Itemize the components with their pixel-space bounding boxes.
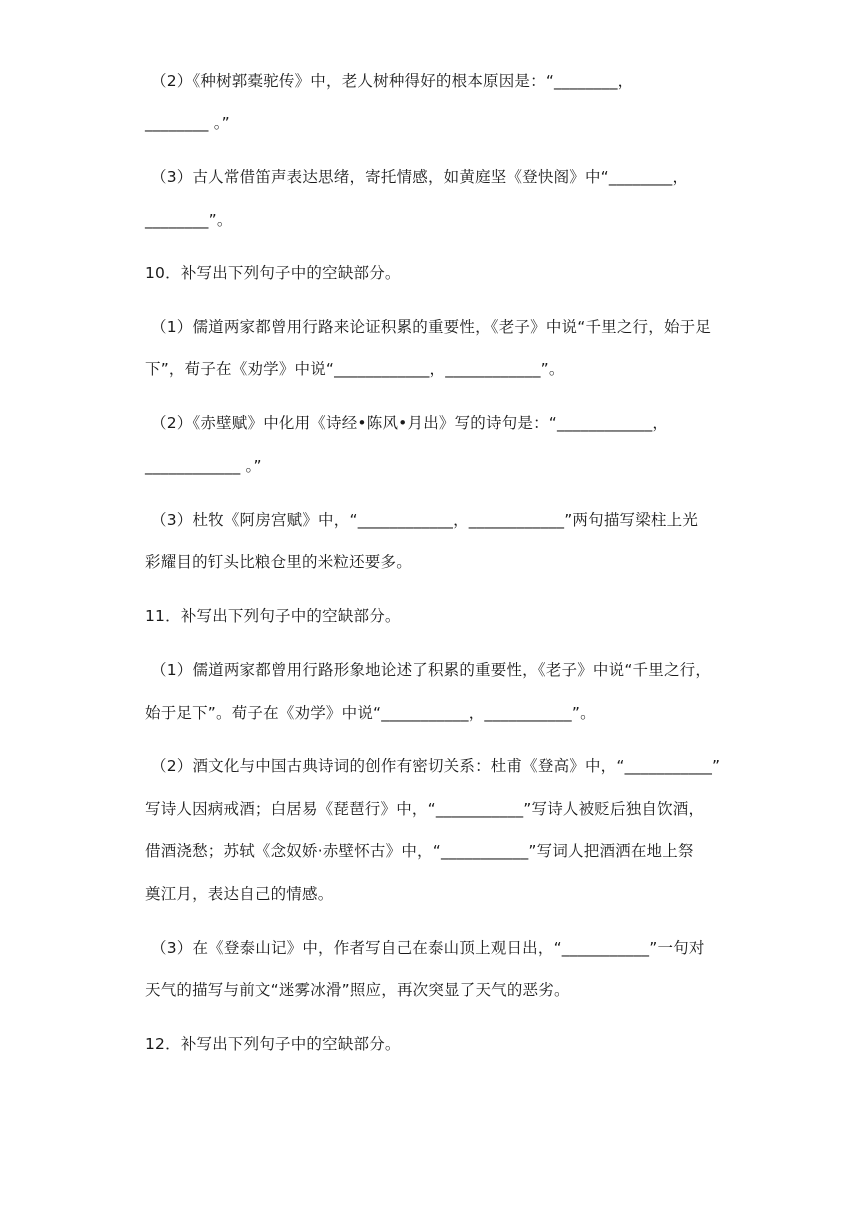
q11-item1-line1: （1）儒道两家都曾用行路形象地论述了积累的重要性，《老子》中说“千里之行， — [151, 661, 712, 679]
q11-item2-line4: 奠江月，表达自己的情感。 — [145, 885, 334, 903]
q9-item2-line1: （2）《种树郭橐驼传》中，老人树种得好的根本原因是：“________， — [151, 72, 634, 90]
q10-item3-line1: （3）杜牧《阿房宫赋》中，“____________，____________”两句描写梁柱上光 — [151, 511, 699, 529]
q11-item2-line3: 借酒浇愁；苏轼《念奴娇·赤壁怀古》中，“___________”写词人把酒洒在地上祭 — [145, 842, 694, 860]
q12-heading: 12．补写出下列句子中的空缺部分。 — [145, 1035, 401, 1053]
q10-item1-line1: （1）儒道两家都曾用行路来论证积累的重要性，《老子》中说“千里之行，始于足 — [151, 318, 712, 336]
q11-item2-line1: （2）酒文化与中国古典诗词的创作有密切关系：杜甫《登高》中，“___________” — [151, 757, 721, 775]
q9-item2-line2: ________ 。” — [145, 114, 230, 132]
q10-item3-line2: 彩耀目的钉头比粮仓里的米粒还要多。 — [145, 553, 412, 571]
q9-item3-line2: ________”。 — [145, 211, 233, 229]
q11-heading: 11．补写出下列句子中的空缺部分。 — [145, 607, 401, 625]
q11-item3-line1: （3）在《登泰山记》中，作者写自己在泰山顶上观日出，“___________”一句对 — [151, 939, 705, 957]
q10-item2-line2: ____________ 。” — [145, 457, 262, 475]
q10-heading: 10．补写出下列句子中的空缺部分。 — [145, 264, 401, 282]
q11-item2-line2: 写诗人因病戒酒；白居易《琵琶行》中，“___________”写诗人被贬后独自饮酒， — [145, 800, 705, 818]
q11-item3-line2: 天气的描写与前文“迷雾冰滑”照应，再次突显了天气的恶劣。 — [145, 981, 570, 999]
q10-item2-line1: （2）《赤壁赋》中化用《诗经•陈风•月出》写的诗句是：“____________， — [151, 414, 669, 432]
q9-item3-line1: （3）古人常借笛声表达思绪，寄托情感，如黄庭坚《登快阁》中“________， — [151, 168, 689, 186]
q10-item1-line2: 下”，荀子在《劝学》中说“____________，____________”。 — [145, 360, 565, 378]
q11-item1-line2: 始于足下”。荀子在《劝学》中说“___________，___________”。 — [145, 704, 596, 722]
